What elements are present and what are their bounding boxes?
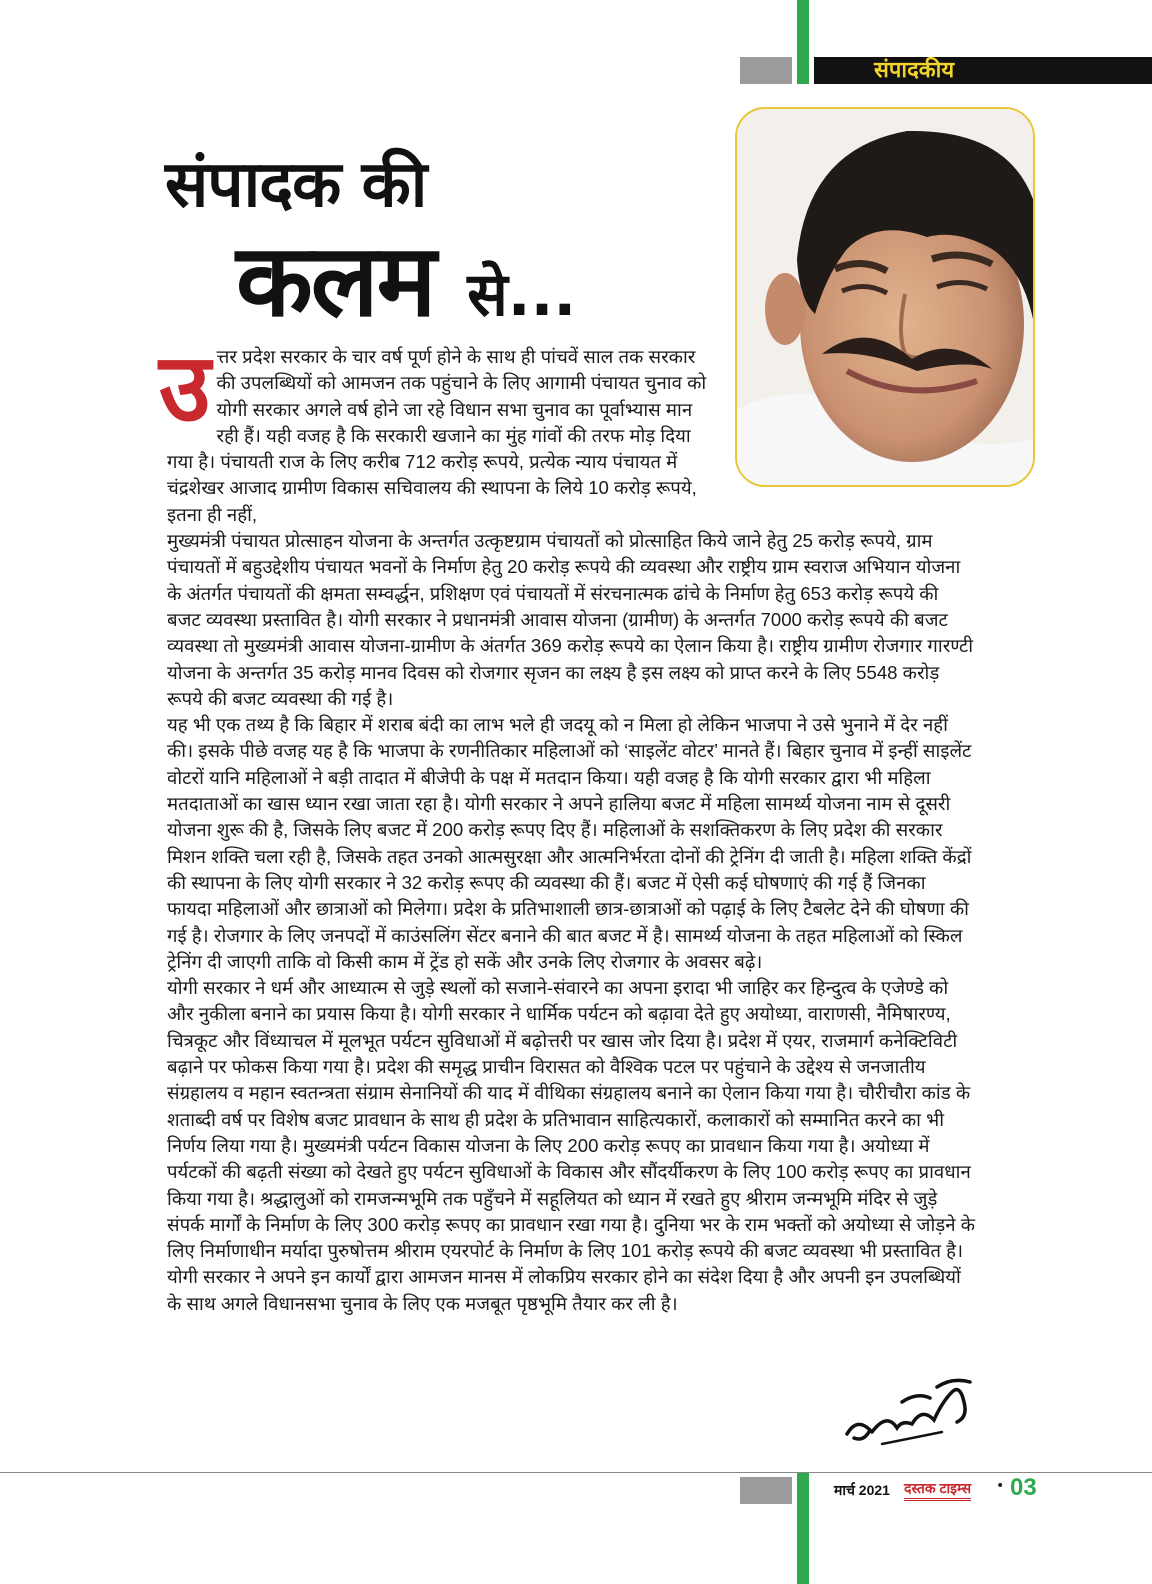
top-green-rule xyxy=(797,0,809,84)
article-paragraph-1: त्तर प्रदेश सरकार के चार वर्ष पूर्ण होने के साथ ही पांचवें साल तक सरकार की उपलब्धियों को आमजन तक पहुंचाने के लिए आगामी पंचायत चुनाव को योगी सरकार अगले वर्ष होने जा रहे विधान सभा चुनाव का पूर्वाभ्यास मान रही हैं। यही वजह है कि सरकारी खजाने का मुंह गांवों की तरफ मोड़ दिया गया है। पंचायती राज के लिए करीब 712 करोड़ रूपये, प्रत्येक न्याय पंचायत में चंद्रशेखर आजाद ग्रामीण विकास सचिवालय की स्थापना के लिये 10 करोड़ रूपये, इतना ही नहीं, xyxy=(167,346,707,525)
signature-mark-icon xyxy=(842,1362,977,1452)
bottom-grey-block xyxy=(740,1477,792,1504)
article-paragraph-1-continued: मुख्यमंत्री पंचायत प्रोत्साहन योजना के अन्तर्गत उत्कृष्टग्राम पंचायतों को प्रोत्साहित किये जाने हेतु 25 करोड़ रूपये, ग्राम पंचायतों में बहुउद्देशीय पंचायत भवनों के निर्माण हेतु 20 करोड़ रूपये की व्यवस्था और राष्ट्रीय ग्राम स्वराज अभियान योजना के अंतर्गत पंचायतों की क्षमता सम्वर्द्धन, प्रशिक्षण एवं पंचायतों में संरचनात्मक ढांचे के निर्माण हेतु 653 करोड़ रूपये की बजट व्यवस्था प्रस्तावित है। योगी सरकार ने प्रधानमंत्री आवास योजना (ग्रामीण) के अन्तर्गत 7000 करोड़ रूपये की बजट व्यवस्था तो मुख्यमंत्री आवास योजना-ग्रामीण के अंतर्गत 369 करोड़ रूपये का ऐलान किया है। राष्ट्रीय ग्रामीण रोजगार गारण्टी योजना के अन्तर्गत 35 करोड़ मानव दिवस को रोजगार सृजन का लक्ष्य है इस लक्ष्य को प्राप्त करने के लिए 5548 करोड़ रूपये की बजट व्यवस्था की गई है। xyxy=(167,530,974,709)
footer-divider xyxy=(0,1472,1152,1473)
bottom-green-rule xyxy=(797,1473,809,1584)
footer-separator: • xyxy=(996,1478,1005,1494)
top-grey-block xyxy=(740,57,792,84)
footer-magazine-name: दस्तक टाइम्स xyxy=(904,1479,971,1501)
headline-line-2 xyxy=(236,222,577,339)
section-label: संपादकीय xyxy=(814,57,1152,84)
article-paragraph-2: यह भी एक तथ्य है कि बिहार में शराब बंदी का लाभ भले ही जदयू को न मिला हो लेकिन भाजपा ने उसे भुनाने में देर नहीं की। इसके पीछे वजह यह है कि भाजपा के रणनीतिकार महिलाओं को ‘साइलेंट वोटर’ मानते हैं। बिहार चुनाव में इन्हीं साइलेंट वोटरों यानि महिलाओं ने बड़ी तादात में बीजेपी के पक्ष में मतदान किया। यही वजह है कि योगी सरकार द्वारा भी महिला मतदाताओं का खास ध्यान रखा जाता रहा है। योगी सरकार ने अपने हालिया बजट में महिला सामर्थ्य योजना नाम से दूसरी योजना शुरू की है, जिसके लिए बजट में 200 करोड़ रूपए दिए हैं। महिलाओं के सशक्तिकरण के लिए प्रदेश की सरकार मिशन शक्ति चला रही है, जिसके तहत उनको आत्मसुरक्षा और आत्मनिर्भरता दोनों की ट्रेनिंग दी जाती है। महिला शक्ति केंद्रों की स्थापना के लिए योगी सरकार ने 32 करोड़ रूपए की व्यवस्था की हैं। बजट में ऐसी कई घोषणाएं की गई हैं जिनका फायदा महिलाओं और छात्राओं को मिलेगा। प्रदेश के प्रतिभाशाली छात्र-छात्राओं को पढ़ाई के लिए टैबलेट देने की घोषणा की गई है। रोजगार के लिए जनपदों में काउंसलिंग सेंटर बनाने की बात बजट में है। सामर्थ्य योजना के तहत महिलाओं को स्किल ट्रेनिंग दी जाएगी ताकि वो किसी काम में ट्रेंड हो सकें और उनके लिए रोजगार के अवसर बढ़े। xyxy=(167,714,972,972)
article-paragraph-3: योगी सरकार ने धर्म और आध्यात्म से जुड़े स्थलों को सजाने-संवारने का अपना इरादा भी जाहिर कर हिन्दुत्व के एजेण्डे को और नुकीला बनाने का प्रयास किया है। योगी सरकार ने धार्मिक पर्यटन को बढ़ावा देते हुए अयोध्या, वाराणसी, नैमिषारण्य, चित्रकूट और विंध्याचल में मूलभूत पर्यटन सुविधाओं में बढ़ोत्तरी पर खास जोर दिया है। प्रदेश में एयर, राजमार्ग कनेक्टिविटी बढ़ाने पर फोकस किया गया है। प्रदेश की समृद्ध प्राचीन विरासत को वैश्विक पटल पर पहुंचाने के उद्देश्य से जनजातीय संग्रहालय व महान स्वतन्त्रता संग्राम सेनानियों की याद में वीथिका संग्रहालय बनाने का ऐलान किया गया है। चौरीचौरा कांड के शताब्दी वर्ष पर विशेष बजट प्रावधान के साथ ही प्रदेश के प्रतिभावान साहित्यकारों, कलाकारों को सम्मानित करने का भी निर्णय लिया गया है। मुख्यमंत्री पर्यटन विकास योजना के लिए 200 करोड़ रूपए का प्रावधान किया गया है। अयोध्या में पर्यटकों की बढ़ती संख्या को देखते हुए पर्यटन सुविधाओं के विकास और सौंदर्यीकरण के लिए 100 करोड़ रूपए का प्रावधान किया गया है। श्रद्धालुओं को रामजन्मभूमि तक पहुँचने में सहूलियत को ध्यान में रखते हुए श्रीराम जन्मभूमि मंदिर से जुड़े संपर्क मार्गों के निर्माण के लिए 300 करोड़ रूपए का प्रावधान रखा गया है। दुनिया भर के राम भक्तों को अयोध्या से जोड़ने के लिए निर्माणाधीन मर्यादा पुरुषोत्तम श्रीराम एयरपोर्ट के निर्माण के लिए 101 करोड़ रूपये की बजट व्यवस्था भी प्रस्तावित है। योगी सरकार ने अपने इन कार्यों द्वारा आमजन मानस में लोकप्रिय सरकार होने का संदेश दिया है और अपनी इन उपलब्धियों के साथ अगले विधानसभा चुनाव के लिए एक मजबूत पृष्ठभूमि तैयार कर ली है। xyxy=(167,977,975,1314)
headline-small-word: से... xyxy=(467,260,577,330)
article-body xyxy=(159,335,975,1317)
drop-cap: उ xyxy=(159,335,211,440)
page-number: 03 xyxy=(1010,1474,1037,1501)
footer-date: मार्च 2021 xyxy=(834,1482,890,1498)
headline-big-word: कलम xyxy=(236,222,435,339)
headline-line-1: संपादक की xyxy=(165,148,427,222)
